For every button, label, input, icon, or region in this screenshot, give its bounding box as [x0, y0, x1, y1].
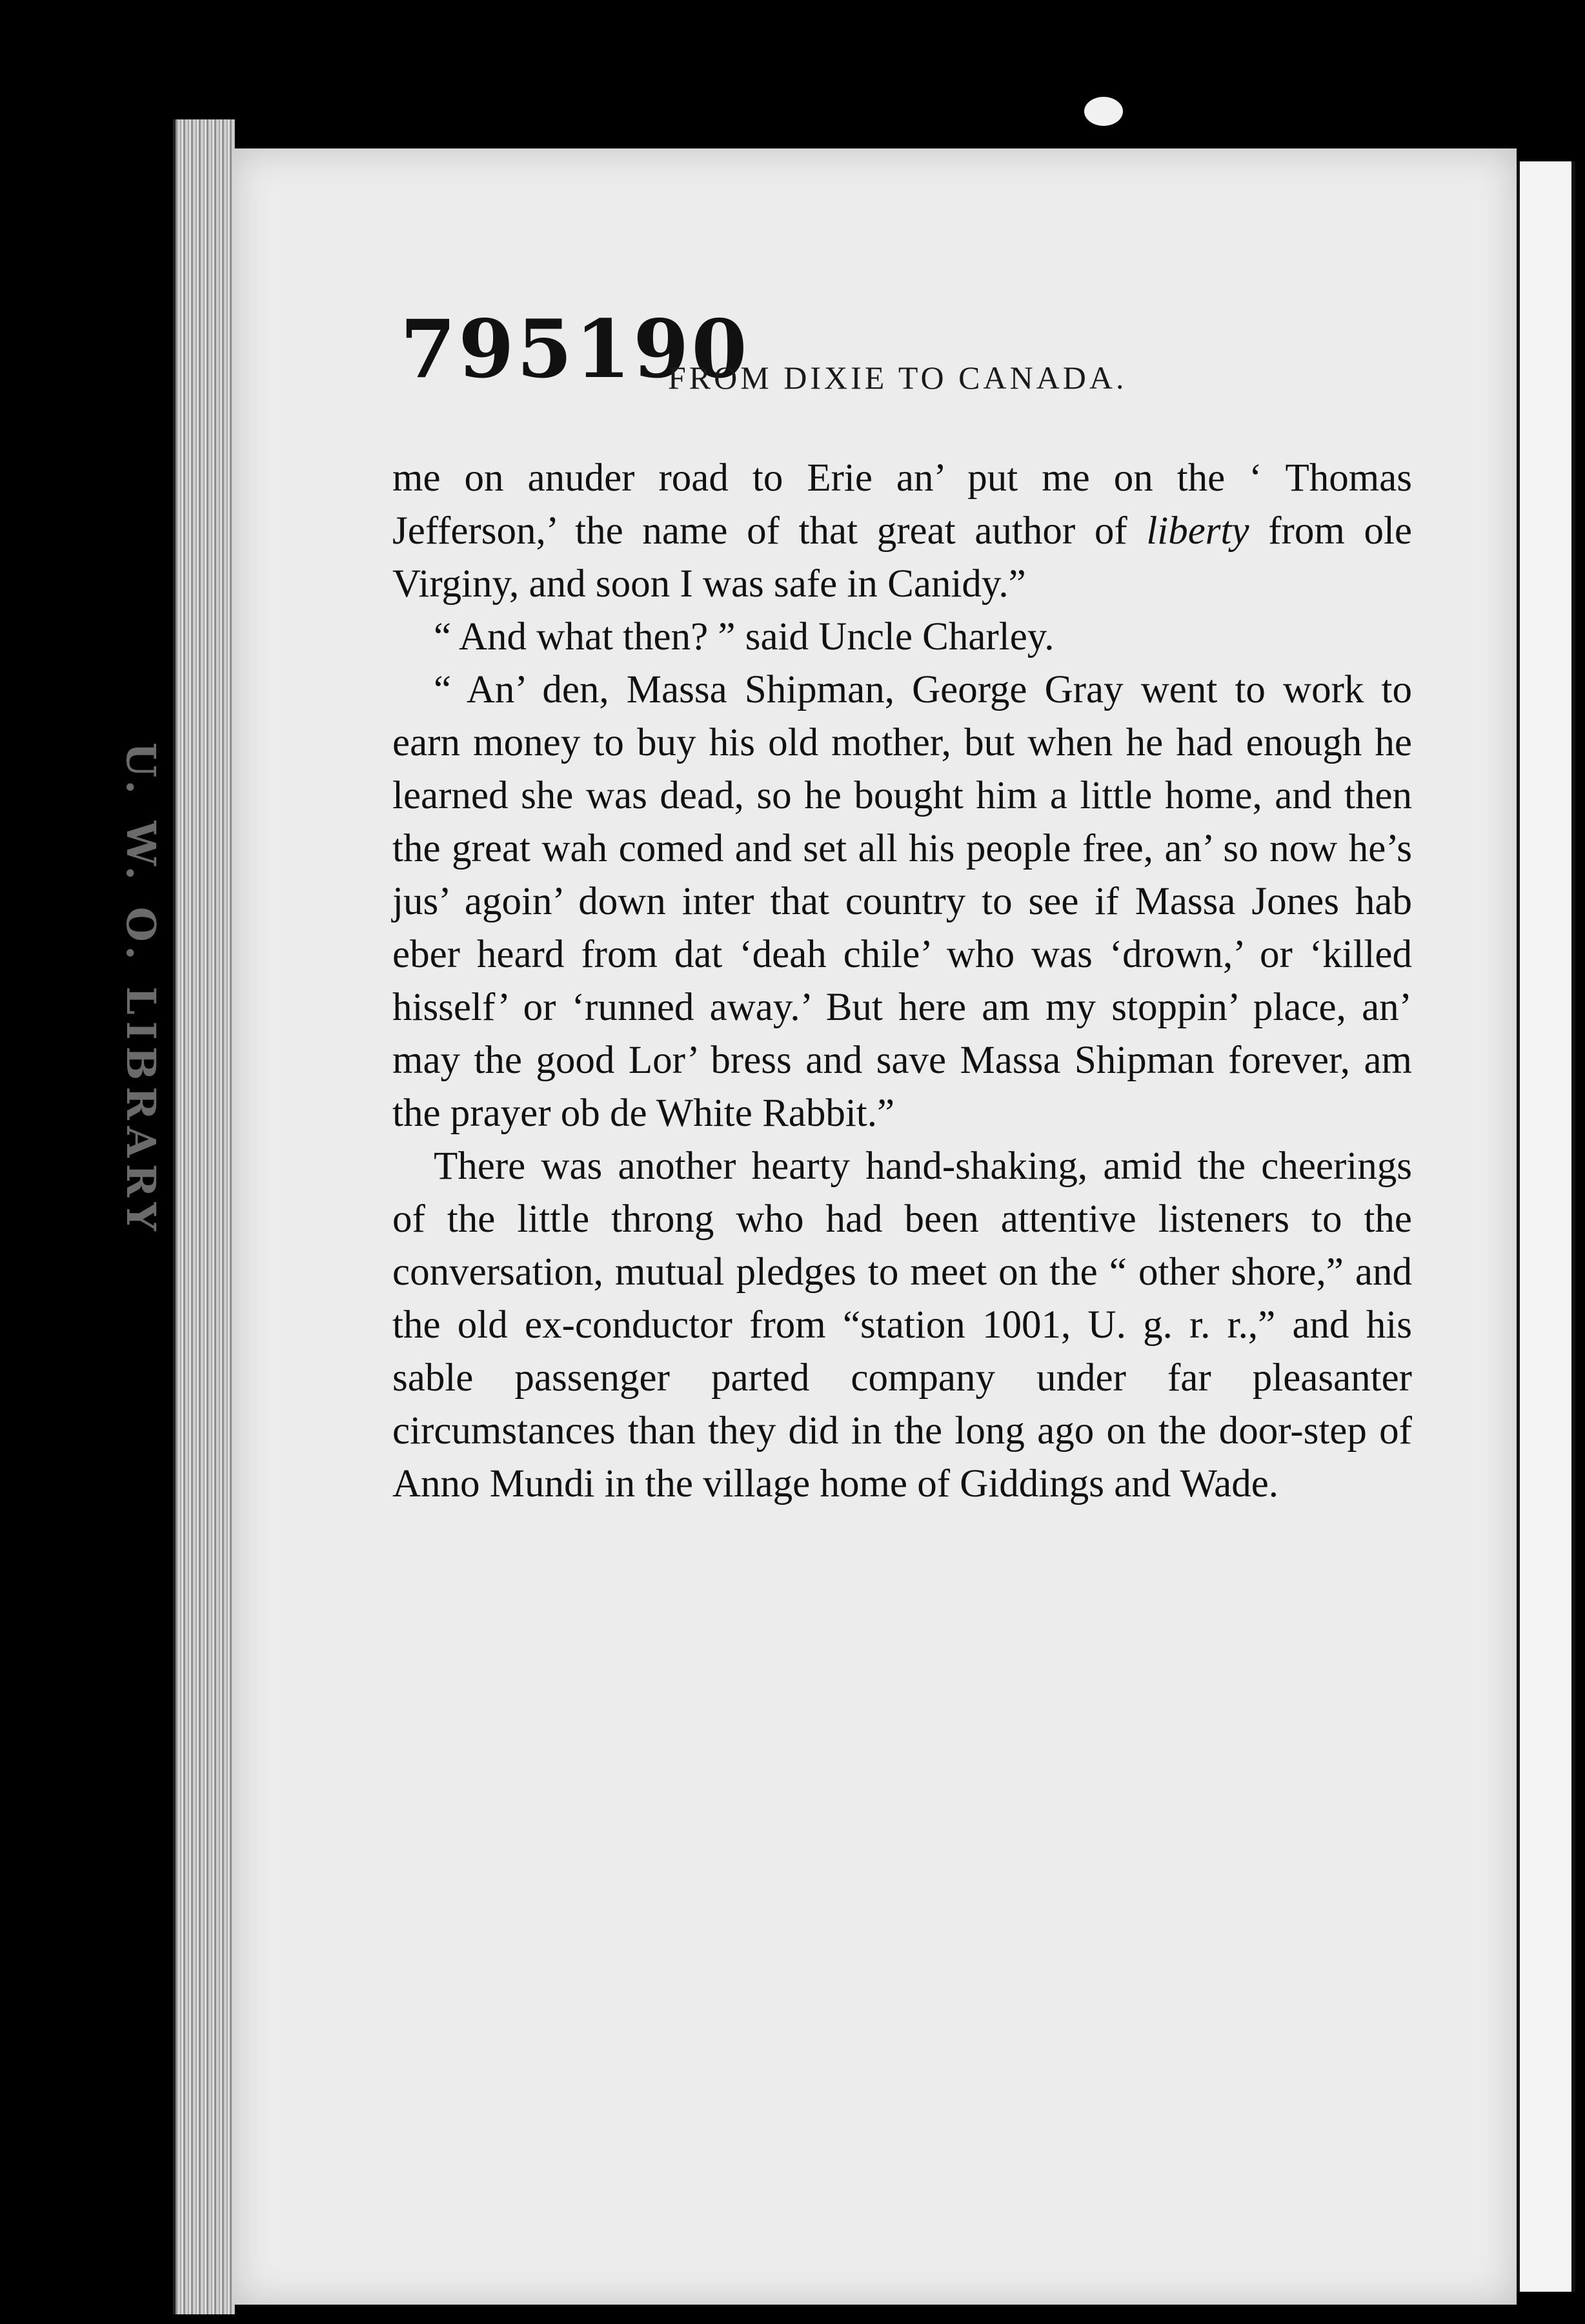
paragraph-1: [392, 452, 1412, 611]
library-spine-stamp: U. W. O. LIBRARY: [117, 742, 165, 1238]
paragraph-1-part-a: me on anuder road to Erie an’ put me on the ‘ Thomas Jefferson,’ the name of that great author of: [392, 456, 1412, 553]
paragraph-1-part-b: from ole Virginy, and soon I was safe in Canidy.”: [392, 509, 1412, 606]
page-body: [392, 452, 1412, 1511]
film-blemish: [1084, 97, 1123, 126]
running-head: FROM DIXIE TO CANADA.: [668, 360, 1127, 396]
italic-word: liberty: [1146, 509, 1249, 553]
paragraph-4: There was another hearty hand-shaking, amid the cheerings of the little throng who had been attentive listeners to the conversation, mutual pledges to meet on the “ other shore,” and the old ex-conductor from “station 1001, U. g. r. r.,” and his sable passenger parted company under far pleasanter circumstances than they did in the long ago on the door-step of Anno Mundi in the village home of Giddings and Wade.: [392, 1145, 1412, 1505]
facing-page-edge: [1517, 161, 1575, 2292]
paragraph-2: “ And what then? ” said Uncle Charley.: [434, 615, 1055, 658]
paragraph-3: “ An’ den, Massa Shipman, George Gray went to work to earn money to buy his old mother, but when he had enough he learned she was dead, so he bought him a little home, and then the great wah comed and set all his people free, an’ so now he’s jus’ agoin’ down inter that country to see if Massa Jones hab eber heard from dat ‘deah chile’ who was ‘drown,’ or ‘killed hisself’ or ‘runned away.’ But here am my stoppin’ place, an’ may the good Lor’ bress and save Massa Shipman forever, am the prayer ob de White Rabbit.”: [392, 668, 1412, 1135]
page-edges: [173, 119, 235, 2314]
accession-number-stamp: 795190: [400, 303, 750, 396]
